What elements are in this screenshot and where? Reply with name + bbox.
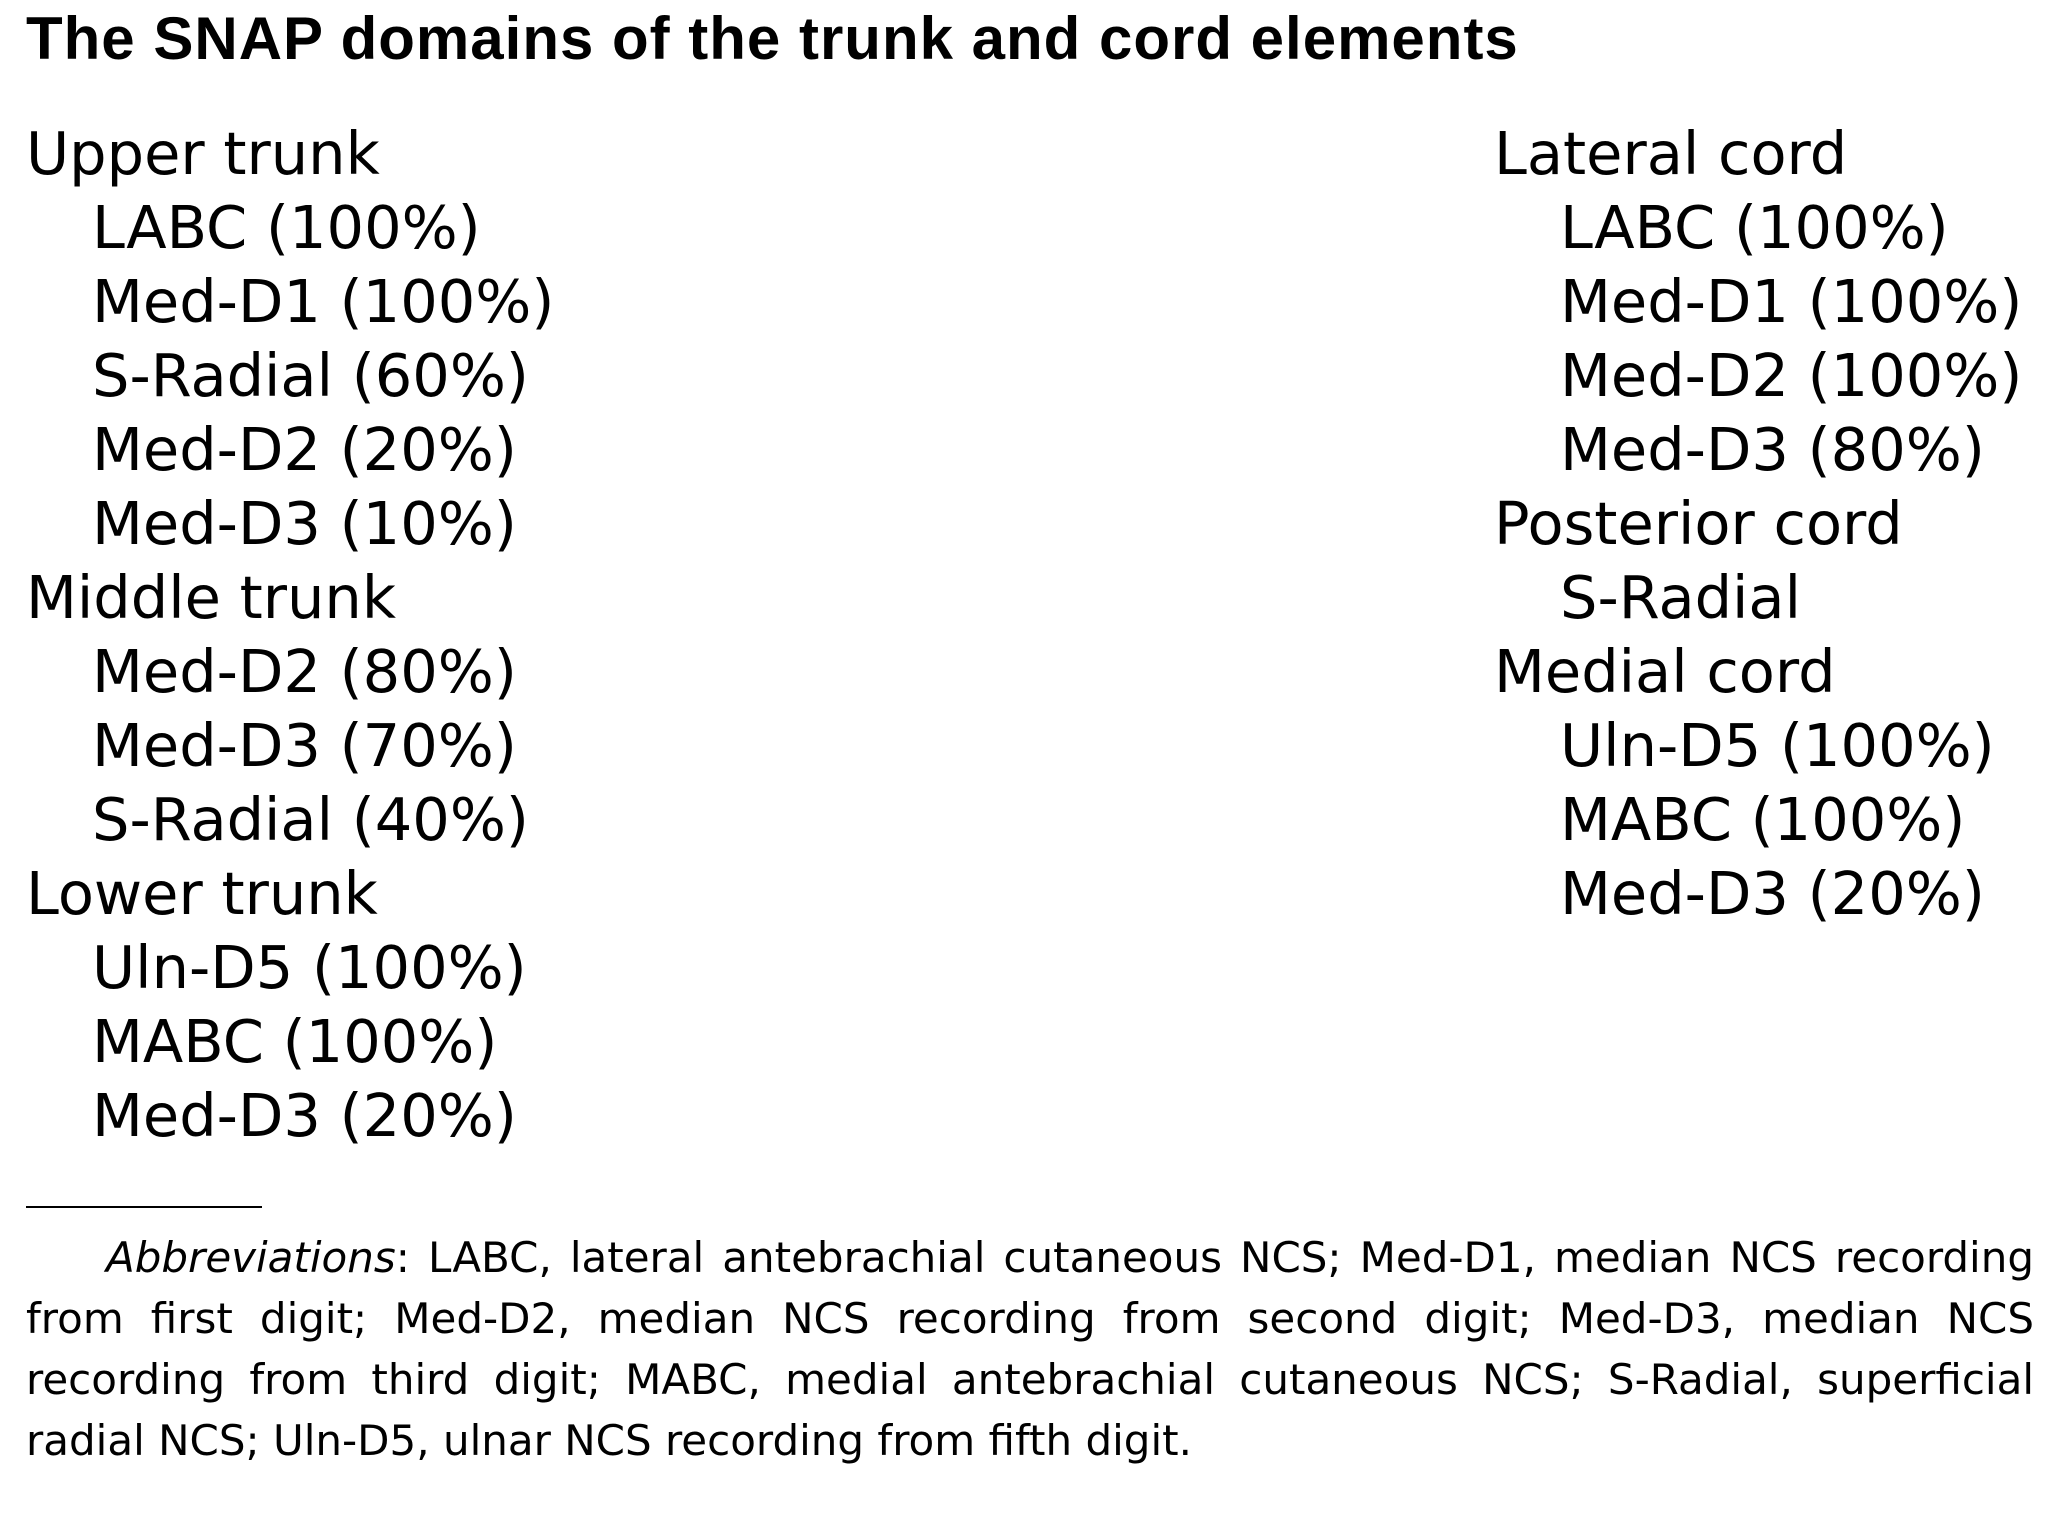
group-heading: Posterior cord — [1494, 489, 1903, 558]
list-item: MABC (100%) — [92, 1007, 498, 1076]
list-item: S-Radial (40%) — [92, 785, 529, 854]
cord-column — [1494, 117, 2022, 931]
list-item: Med-D3 (20%) — [92, 1081, 517, 1150]
list-item: Med-D3 (10%) — [92, 489, 517, 558]
group-heading: Upper trunk — [26, 119, 380, 188]
group-list — [26, 635, 554, 857]
group-heading: Middle trunk — [26, 563, 396, 632]
list-item: Uln-D5 (100%) — [92, 933, 527, 1002]
trunk-column — [26, 117, 554, 1153]
group-list — [1494, 191, 2022, 487]
list-item: S-Radial — [1560, 563, 1801, 632]
group-list — [26, 931, 554, 1153]
footnote — [26, 1227, 2034, 1471]
list-item: Med-D2 (100%) — [1560, 341, 2023, 410]
group-posterior-cord — [1494, 487, 2022, 635]
list-item: Med-D3 (70%) — [92, 711, 517, 780]
group-list — [1494, 709, 2022, 931]
footnote-term: Abbreviations — [106, 1233, 396, 1282]
list-item: Med-D2 (80%) — [92, 637, 517, 706]
group-heading: Lower trunk — [26, 859, 378, 928]
list-item: Uln-D5 (100%) — [1560, 711, 1995, 780]
group-lateral-cord — [1494, 117, 2022, 487]
footnote-text: : LABC, lateral antebrachial cutaneous NCS; Med-D1, median NCS recording from first digit; Med-D2, median NCS recording from second digit; Med-D3, median NCS recording from third digit; MABC, medial antebrachial cutaneous NCS; S-Radial, superficial radial NCS; Uln-D5, ulnar NCS recording from fifth digit. — [26, 1233, 2034, 1465]
group-upper-trunk — [26, 117, 554, 561]
list-item: LABC (100%) — [92, 193, 481, 262]
list-item: Med-D1 (100%) — [92, 267, 555, 336]
group-heading: Medial cord — [1494, 637, 1836, 706]
group-medial-cord — [1494, 635, 2022, 931]
page-title: The SNAP domains of the trunk and cord elements — [26, 5, 1519, 72]
group-heading: Lateral cord — [1494, 119, 1848, 188]
list-item: MABC (100%) — [1560, 785, 1966, 854]
group-middle-trunk — [26, 561, 554, 857]
list-item: Med-D2 (20%) — [92, 415, 517, 484]
group-list — [26, 191, 554, 561]
list-item: LABC (100%) — [1560, 193, 1949, 262]
list-item: Med-D3 (20%) — [1560, 859, 1985, 928]
group-lower-trunk — [26, 857, 554, 1153]
list-item: S-Radial (60%) — [92, 341, 529, 410]
group-list — [1494, 561, 2022, 635]
list-item: Med-D1 (100%) — [1560, 267, 2023, 336]
list-item: Med-D3 (80%) — [1560, 415, 1985, 484]
footnote-divider — [26, 1206, 262, 1208]
